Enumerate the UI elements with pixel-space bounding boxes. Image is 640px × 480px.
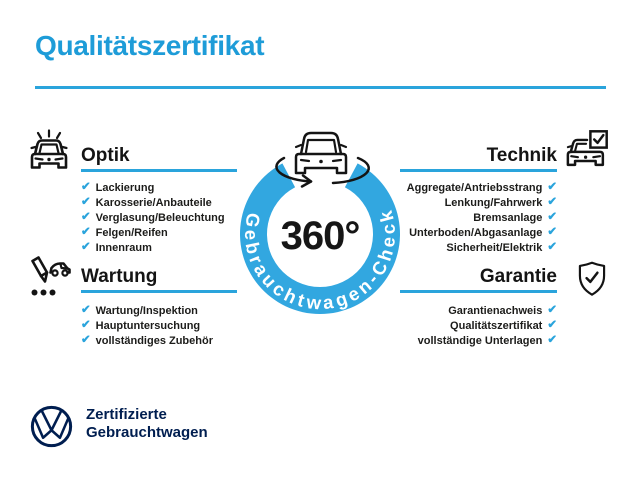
checklist-item bbox=[81, 180, 225, 195]
checklist-item-label: Felgen/Reifen bbox=[95, 226, 168, 239]
section-heading-wartung: Wartung bbox=[81, 266, 158, 287]
checklist-item-label: Qualitätszertifikat bbox=[450, 319, 543, 332]
check-icon: ✔ bbox=[547, 180, 557, 193]
checklist-item-label: Innenraum bbox=[95, 241, 152, 254]
checklist-item bbox=[81, 240, 225, 255]
badge-value: 360° bbox=[280, 214, 360, 258]
section-divider-garantie bbox=[400, 290, 557, 293]
checklist-item-label: vollständige Unterlagen bbox=[417, 334, 543, 347]
check-icon: ✔ bbox=[547, 195, 557, 208]
checklist-item bbox=[81, 303, 213, 318]
checklist-item-label: Aggregate/Antriebsstrang bbox=[406, 181, 543, 194]
checklist-item bbox=[81, 210, 225, 225]
checklist-item-label: Lenkung/Fahrwerk bbox=[444, 196, 543, 209]
brand-claim-line1: Zertifizierte bbox=[86, 406, 167, 423]
check-icon: ✔ bbox=[81, 333, 91, 346]
car-front-shine-icon bbox=[25, 126, 73, 174]
rotating-car-icon bbox=[276, 133, 368, 187]
brand-claim-line2: Gebrauchtwagen bbox=[86, 423, 208, 441]
check-icon: ✔ bbox=[81, 195, 91, 208]
shield-check-icon bbox=[572, 258, 612, 300]
checklist-item-label: Unterboden/Abgasanlage bbox=[409, 226, 543, 239]
section-divider-technik bbox=[400, 169, 557, 172]
vw-logo bbox=[29, 404, 74, 449]
checklist-item-label: Sicherheit/Elektrik bbox=[446, 241, 543, 254]
checklist-item bbox=[330, 333, 557, 348]
check-icon: ✔ bbox=[547, 240, 557, 253]
pencil-car-icon bbox=[24, 252, 72, 300]
check-icon: ✔ bbox=[547, 210, 557, 223]
checklist-item-label: Verglasung/Beleuchtung bbox=[95, 211, 225, 224]
check-icon: ✔ bbox=[81, 180, 91, 193]
checklist-item bbox=[81, 195, 225, 210]
checklist-item bbox=[81, 225, 225, 240]
page-title: Qualitätszertifikat bbox=[35, 30, 265, 61]
badge-ring-label: Gebrauchtwagen-Check bbox=[240, 208, 400, 314]
brand-claim bbox=[86, 406, 208, 441]
checklist-wartung bbox=[81, 303, 213, 348]
section-heading-garantie: Garantie bbox=[479, 266, 557, 287]
check-icon: ✔ bbox=[547, 303, 557, 316]
checklist-item-label: Wartung/Inspektion bbox=[95, 304, 198, 317]
checklist-item-label: Bremsanlage bbox=[473, 211, 543, 224]
check-icon: ✔ bbox=[547, 225, 557, 238]
section-heading-technik: Technik bbox=[486, 145, 557, 166]
check-icon: ✔ bbox=[547, 333, 557, 346]
checklist-item-label: Garantienachweis bbox=[448, 304, 543, 317]
section-divider-wartung bbox=[81, 290, 237, 293]
title-divider bbox=[35, 86, 606, 89]
check-icon: ✔ bbox=[547, 318, 557, 331]
check-icon: ✔ bbox=[81, 210, 91, 223]
check-icon: ✔ bbox=[81, 303, 91, 316]
checklist-item-label: Hauptuntersuchung bbox=[95, 319, 201, 332]
checklist-item bbox=[81, 333, 213, 348]
section-divider-optik bbox=[81, 169, 237, 172]
checklist-optik bbox=[81, 180, 225, 255]
check-icon: ✔ bbox=[81, 240, 91, 253]
checklist-item-label: Lackierung bbox=[95, 181, 155, 194]
checklist-item bbox=[330, 318, 557, 333]
checklist-item-label: vollständiges Zubehör bbox=[95, 334, 213, 347]
check-icon: ✔ bbox=[81, 318, 91, 331]
section-heading-optik: Optik bbox=[81, 145, 130, 166]
car-checkbox-icon bbox=[565, 127, 611, 173]
checklist-item bbox=[81, 318, 213, 333]
360-check-badge bbox=[225, 118, 415, 320]
check-icon: ✔ bbox=[81, 225, 91, 238]
checklist-item-label: Karosserie/Anbauteile bbox=[95, 196, 212, 209]
